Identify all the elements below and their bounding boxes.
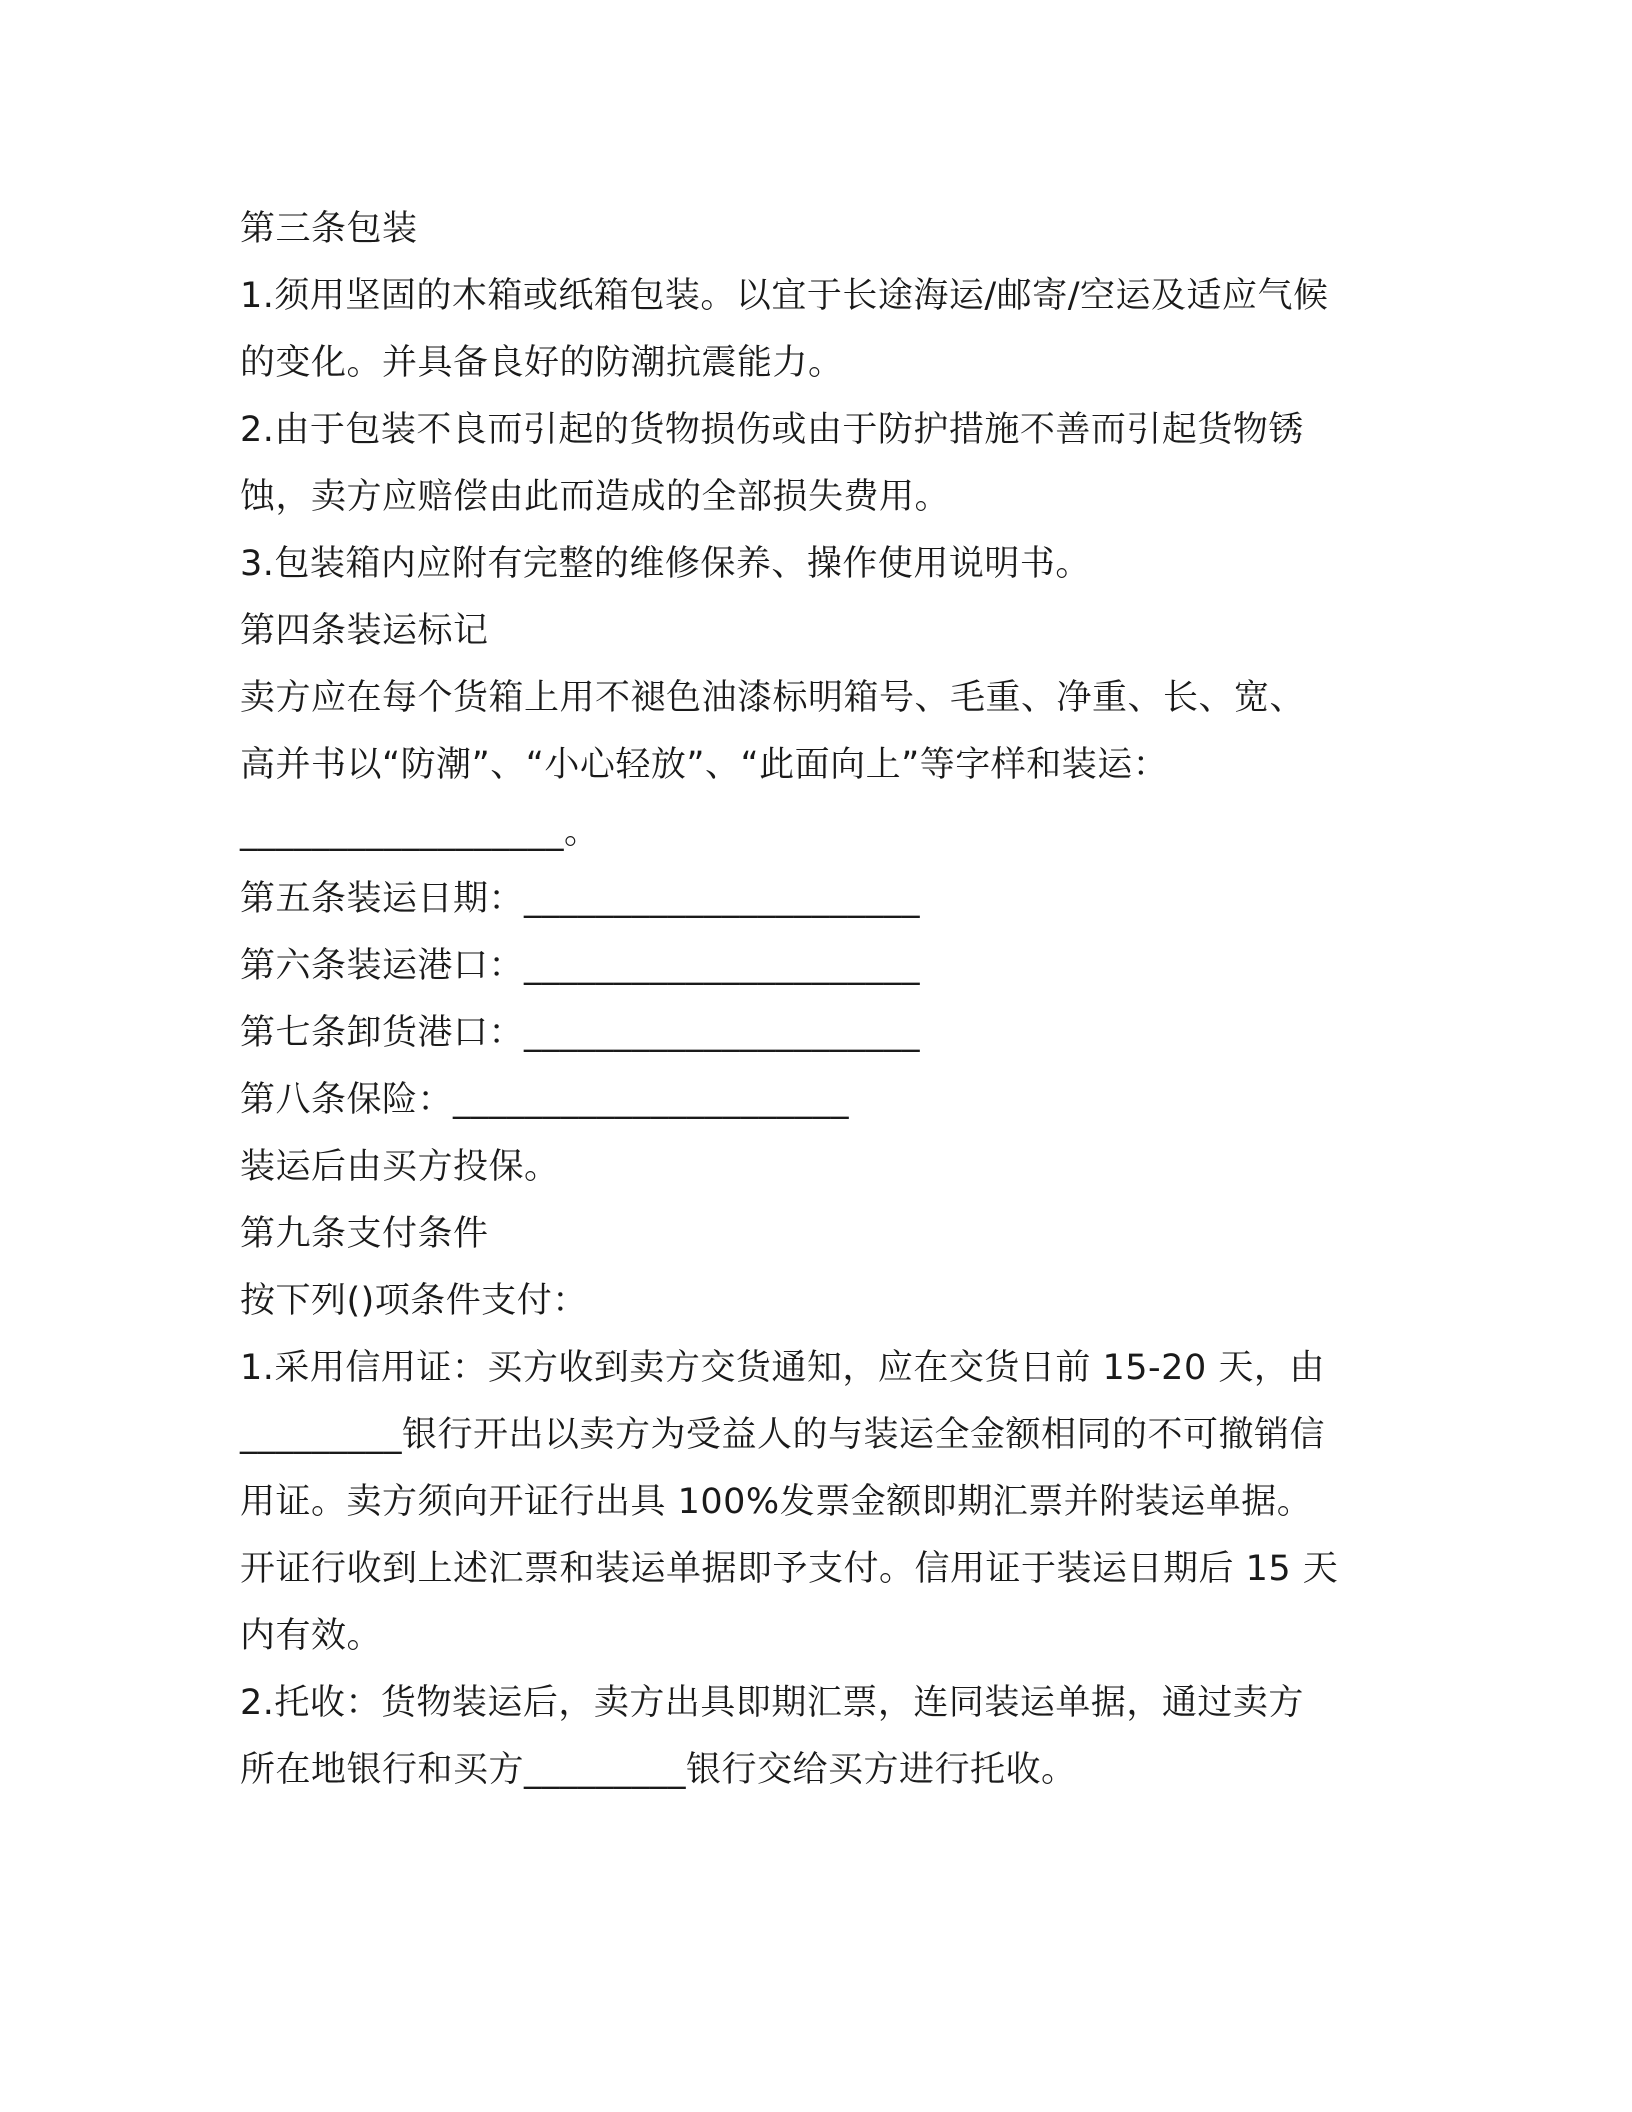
paragraph-line: 内有效。 xyxy=(240,1616,383,1656)
paragraph-line: 1.须用坚固的木箱或纸箱包装。以宜于长途海运/邮寄/空运及适应气候 xyxy=(240,276,1329,316)
paragraph-line: 装运后由买方投保。 xyxy=(240,1147,560,1187)
section-7-line: 第七条卸货港口：______________________ xyxy=(240,1013,921,1053)
paragraph-line: 2.托收：货物装运后，卖方出具即期汇票，连同装运单据，通过卖方 xyxy=(240,1683,1304,1723)
paragraph-line: 开证行收到上述汇票和装运单据即予支付。信用证于装运日期后 15 天 xyxy=(240,1549,1339,1589)
paragraph-line: 1.采用信用证：买方收到卖方交货通知，应在交货日前 15-20 天，由 xyxy=(240,1348,1325,1388)
paragraph-line: 蚀，卖方应赔偿由此而造成的全部损失费用。 xyxy=(240,477,951,517)
paragraph-line: 3.包装箱内应附有完整的维修保养、操作使用说明书。 xyxy=(240,544,1091,584)
paragraph-line: 2.由于包装不良而引起的货物损伤或由于防护措施不善而引起货物锈 xyxy=(240,410,1304,450)
paragraph-line: 的变化。并具备良好的防潮抗震能力。 xyxy=(240,343,844,383)
paragraph-line: 用证。卖方须向开证行出具 100%发票金额即期汇票并附装运单据。 xyxy=(240,1482,1313,1522)
paragraph-line: 所在地银行和买方_________银行交给买方进行托收。 xyxy=(240,1750,1077,1790)
section-5-line: 第五条装运日期：______________________ xyxy=(240,879,921,919)
paragraph-line: 按下列()项条件支付： xyxy=(240,1281,588,1321)
document-page xyxy=(240,196,1400,1804)
section-4-heading: 第四条装运标记 xyxy=(240,611,489,651)
paragraph-line: 卖方应在每个货箱上用不褪色油漆标明箱号、毛重、净重、长、宽、 xyxy=(240,678,1306,718)
section-3-heading: 第三条包装 xyxy=(240,209,418,249)
paragraph-line: 高并书以“防潮”、“小心轻放”、“此面向上”等字样和装运： xyxy=(240,745,1169,785)
section-6-line: 第六条装运港口：______________________ xyxy=(240,946,921,986)
blank-fill-line: __________________。 xyxy=(240,812,600,852)
section-8-line: 第八条保险：______________________ xyxy=(240,1080,850,1120)
section-9-heading: 第九条支付条件 xyxy=(240,1214,489,1254)
paragraph-line: _________银行开出以卖方为受益人的与装运全金额相同的不可撤销信 xyxy=(240,1415,1326,1455)
